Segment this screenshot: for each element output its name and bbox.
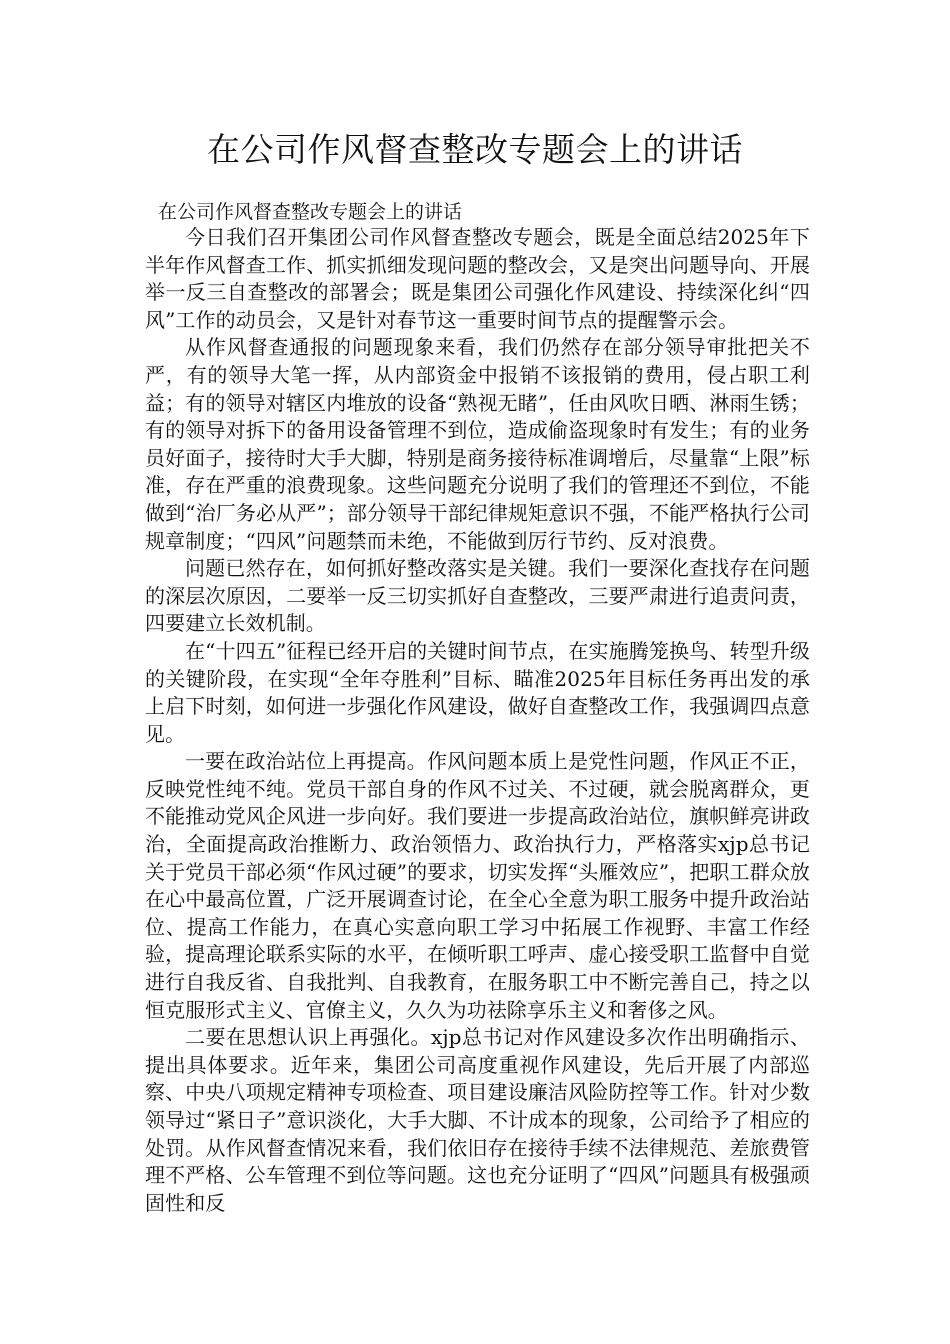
paragraph-4: 在“十四五”征程已经开启的关键时间节点，在实施腾笼换鸟、转型升级的关键阶段，在实现“全年夺胜利”目标、瞄准2025年目标任务再出发的承上启下时刻，如何进一步强化作风建设，做好自查整改工作，我强调四点意见。 xyxy=(145,638,810,746)
paragraph-3: 问题已然存在，如何抓好整改落实是关键。我们一要深化查找存在问题的深层次原因，二要举一反三切实抓好自查整改，三要严肃进行追责问责，四要建立长效机制。 xyxy=(145,556,810,636)
paragraph-2: 从作风督查通报的问题现象来看，我们仍然存在部分领导审批把关不严，有的领导大笔一挥，从内部资金中报销不该报销的费用，侵占职工利益；有的领导对辖区内堆放的设备“熟视无睹”，任由风吹日晒、淋雨生锈；有的领导对拆下的备用设备管理不到位，造成偷盗现象时有发生；有的业务员好面子，接待时大手大脚，特别是商务接待标准调增后，尽量靠“上限”标准，存在严重的浪费现象。这些问题充分说明了我们的管理还不到位，不能做到“治厂务必从严”；部分领导干部纪律规矩意识不强，不能严格执行公司规章制度；“四风”问题禁而未绝，不能做到厉行节约、反对浪费。 xyxy=(145,335,810,553)
document-subtitle: 在公司作风督查整改专题会上的讲话 xyxy=(158,201,463,223)
document-title: 在公司作风督查整改专题会上的讲话 xyxy=(207,130,743,169)
paragraph-1: 今日我们召开集团公司作风督查整改专题会，既是全面总结2025年下半年作风督查工作、抓实抓细发现问题的整改会，又是突出问题导向、开展举一反三自查整改的部署会；既是集团公司强化作风建设、持续深化纠“四风”工作的动员会，又是针对春节这一重要时间节点的提醒警示会。 xyxy=(145,225,810,332)
paragraph-6: 二要在思想认识上再强化。xjp总书记对作风建设多次作出明确指示、提出具体要求。近年来，集团公司高度重视作风建设，先后开展了内部巡察、中央八项规定精神专项检查、项目建设廉洁风险防控等工作。针对少数领导过“紧日子”意识淡化，大手大脚、不计成本的现象，公司给予了相应的处罚。从作风督查情况来看，我们依旧存在接待手续不法律规范、差旅费管理不严格、公车管理不到位等问题。这也充分证明了“四风”问题具有极强顽固性和反 xyxy=(145,1025,810,1215)
paragraph-5: 一要在政治站位上再提高。作风问题本质上是党性问题，作风正不正，反映党性纯不纯。党员干部自身的作风不过关、不过硬，就会脱离群众，更不能推动党风企风进一步向好。我们要进一步提高政治站位，旗帜鲜亮讲政治，全面提高政治推断力、政治领悟力、政治执行力，严格落实xjp总书记关于党员干部必须“作风过硬”的要求，切实发挥“头雁效应”，把职工群众放在心中最高位置，广泛开展调查讨论，在全心全意为职工服务中提升政治站位、提高工作能力，在真心实意向职工学习中拓展工作视野、丰富工作经验，提高理论联系实际的水平，在倾听职工呼声、虚心接受职工监督中自觉进行自我反省、自我批判、自我教育，在服务职工中不断完善自己，持之以恒克服形式主义、官僚主义，久久为功祛除享乐主义和奢侈之风。 xyxy=(145,749,810,1022)
document-body xyxy=(145,224,810,1217)
